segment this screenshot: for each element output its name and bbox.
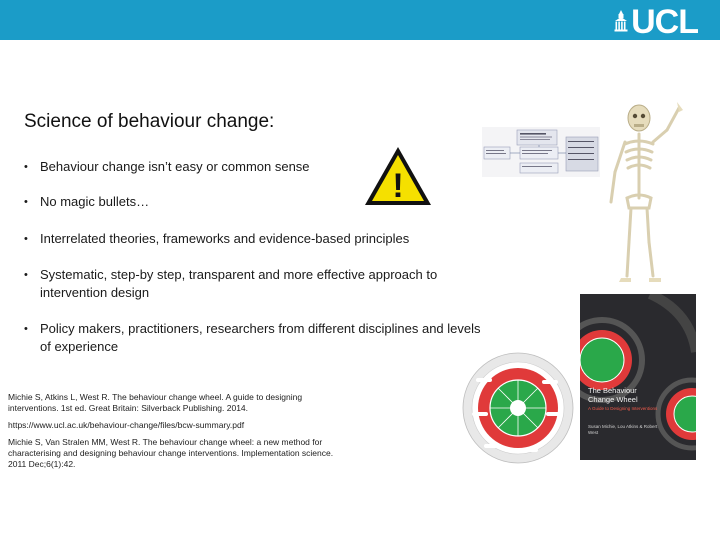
references	[8, 392, 348, 476]
warning-icon	[362, 144, 434, 208]
flow-diagram-image	[482, 127, 600, 177]
reference-citation: Michie S, Van Stralen MM, West R. The behaviour change wheel: a new method for characterising and designing behaviour change interventions. Implementation science. 2011 Dec;6(1):42.	[8, 437, 334, 469]
behaviour-change-wheel-image	[462, 352, 574, 464]
bullet-marker: •	[24, 269, 28, 281]
book-authors: Susan Michie, Lou Atkins & Robert West	[588, 424, 658, 435]
bullet-text: Interrelated theories, frameworks and evidence-based principles	[40, 231, 410, 246]
slide-title: Science of behaviour change:	[24, 111, 275, 132]
bullet-text: No magic bullets…	[40, 194, 150, 209]
bullet-marker: •	[24, 196, 28, 208]
bullet-item	[24, 266, 484, 302]
warning-glyph: !	[392, 167, 404, 205]
bullet-item	[24, 320, 484, 356]
bullet-item	[24, 230, 484, 248]
reference-citation: Michie S, Atkins L, West R. The behaviour change wheel. A guide to designing interventions. 1st ed. Great Britain: Silverback Publishing. 2014.	[8, 392, 303, 413]
bullet-text: Systematic, step-by step, transparent and more effective approach to intervention design	[40, 267, 438, 300]
bullet-text: Behaviour change isn’t easy or common sense	[40, 159, 310, 174]
book-subtitle: A Guide to Designing Interventions	[588, 406, 658, 411]
book-cover-image	[580, 294, 696, 460]
header-bar	[0, 0, 720, 40]
skeleton-image	[595, 100, 695, 285]
bullet-marker: •	[24, 233, 28, 245]
book-title: The Behaviour Change Wheel	[588, 386, 638, 404]
portico-icon	[614, 10, 628, 32]
bullet-marker: •	[24, 323, 28, 335]
bullet-text: Policy makers, practitioners, researchers from different disciplines and levels of experience	[40, 321, 481, 354]
ucl-logo	[614, 3, 698, 41]
bullet-marker: •	[24, 161, 28, 173]
book-cover-art	[580, 294, 696, 460]
logo-text: UCL	[631, 3, 698, 41]
reference-link[interactable]: https://www.ucl.ac.uk/behaviour-change/files/bcw-summary.pdf	[8, 420, 245, 430]
